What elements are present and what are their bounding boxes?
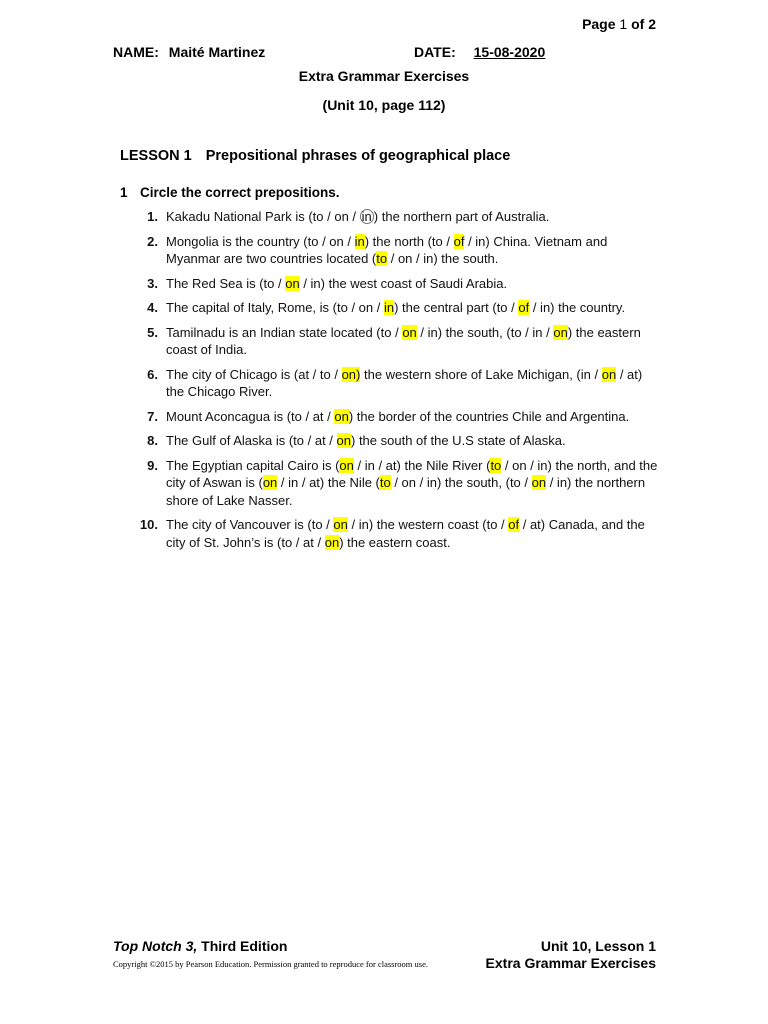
exercise-item	[130, 432, 660, 450]
item-text: Mount Aconcagua is (to / at / on) the border of the countries Chile and Argentina.	[166, 408, 630, 424]
exercise-item	[130, 366, 660, 401]
name-value: Maité Martinez	[168, 44, 266, 60]
item-number: 7.	[147, 408, 158, 424]
item-text: Tamilnadu is an Indian state located (to / on / in) the south, (to / in / on) the eastern coast of India.	[166, 324, 641, 357]
item-text: The Gulf of Alaska is (to / at / on) the south of the U.S state of Alaska.	[166, 433, 566, 448]
highlighted-answer: in	[354, 233, 365, 249]
highlighted-answer: on	[402, 324, 417, 340]
highlighted-answer: on	[336, 433, 351, 448]
item-text: Mongolia is the country (to / on / in) the north (to / of / in) China. Vietnam and Myanmar are two countries located (to / on / in) the south.	[166, 233, 608, 266]
book-title: Top Notch 3,	[113, 938, 198, 954]
date-row	[414, 44, 545, 60]
highlighted-answer: on	[339, 457, 354, 473]
exercise-item	[130, 233, 660, 268]
highlighted-answer: to	[379, 475, 391, 490]
page-current: 1	[619, 16, 628, 32]
footer-title: Extra Grammar Exercises	[485, 955, 656, 971]
footer-unit: Unit 10, Lesson 1	[540, 938, 656, 954]
page-number	[582, 16, 656, 32]
exercise-item	[130, 516, 660, 551]
copyright-notice: Copyright ©2015 by Pearson Education. Permission granted to reproduce for classroom use.	[113, 959, 428, 969]
footer-book	[113, 938, 287, 954]
page-title: Extra Grammar Exercises	[298, 68, 470, 84]
page-prefix: Page	[582, 16, 616, 32]
item-number: 5.	[147, 324, 158, 340]
item-text: The city of Chicago is (at / to / on) the western shore of Lake Michigan, (in / on / at) the Chicago River.	[166, 366, 643, 399]
item-number: 9.	[147, 457, 158, 473]
highlighted-answer: in	[383, 300, 395, 315]
lesson-title: Prepositional phrases of geographical place	[205, 148, 511, 164]
exercise-item	[130, 208, 660, 226]
item-number: 10.	[139, 517, 158, 532]
date-value: 15-08-2020	[473, 44, 546, 60]
exercise-item	[130, 275, 660, 293]
highlighted-answer: on	[531, 475, 547, 490]
highlighted-answer: on	[262, 475, 278, 490]
exercise-list	[130, 208, 660, 558]
exercise-item	[130, 324, 660, 359]
item-number: 1.	[147, 209, 158, 224]
exercise-item	[130, 457, 660, 510]
circled-answer: in	[361, 209, 372, 224]
item-number: 6.	[147, 366, 158, 382]
highlighted-answer: of	[518, 300, 530, 315]
item-text: The Red Sea is (to / on / in) the west coast of Saudi Arabia.	[166, 275, 508, 291]
highlighted-answer: to	[490, 457, 502, 473]
item-number: 4.	[147, 300, 158, 315]
item-text: The capital of Italy, Rome, is (to / on / in) the central part (to / of / in) the country.	[166, 300, 626, 315]
highlighted-answer: of	[508, 517, 520, 532]
page-suffix: of 2	[631, 16, 656, 32]
highlighted-answer: of	[453, 233, 465, 249]
lesson-label: LESSON 1	[120, 148, 192, 164]
book-edition: Third Edition	[197, 938, 288, 954]
page-subtitle: (Unit 10, page 112)	[322, 97, 446, 113]
exercise-number: 1	[120, 185, 128, 200]
highlighted-answer: on	[601, 366, 617, 382]
date-label: DATE:	[414, 44, 456, 60]
item-text: Kakadu National Park is (to / on / in ) the northern part of Australia.	[166, 209, 550, 224]
item-number: 8.	[147, 433, 158, 448]
highlighted-answer: on	[334, 408, 349, 424]
highlighted-answer: on	[285, 275, 300, 291]
name-label: NAME:	[113, 44, 159, 60]
exercise-instruction	[120, 185, 340, 200]
exercise-item	[130, 408, 660, 426]
exercise-item	[130, 299, 660, 317]
highlighted-answer: on)	[341, 366, 361, 382]
item-number: 2.	[147, 233, 158, 249]
item-number: 3.	[147, 275, 158, 291]
highlighted-answer: to	[376, 251, 388, 266]
item-text: The city of Vancouver is (to / on / in) the western coast (to / of / at) Canada, and the city of St. John’s is (to / at / on) the eastern coast.	[166, 517, 645, 550]
highlighted-answer: on	[553, 324, 568, 340]
highlighted-answer: on	[333, 517, 348, 532]
name-row	[113, 44, 265, 60]
highlighted-answer: on	[324, 534, 340, 550]
instruction-text: Circle the correct prepositions.	[140, 185, 340, 200]
item-text: The Egyptian capital Cairo is (on / in / at) the Nile River (to / on / in) the north, and the city of Aswan is (on / in / at) the Nile (to / on / in) the south, (to / on / in) the northern shore of Lake Nasser.	[166, 457, 658, 508]
lesson-heading	[120, 148, 510, 164]
